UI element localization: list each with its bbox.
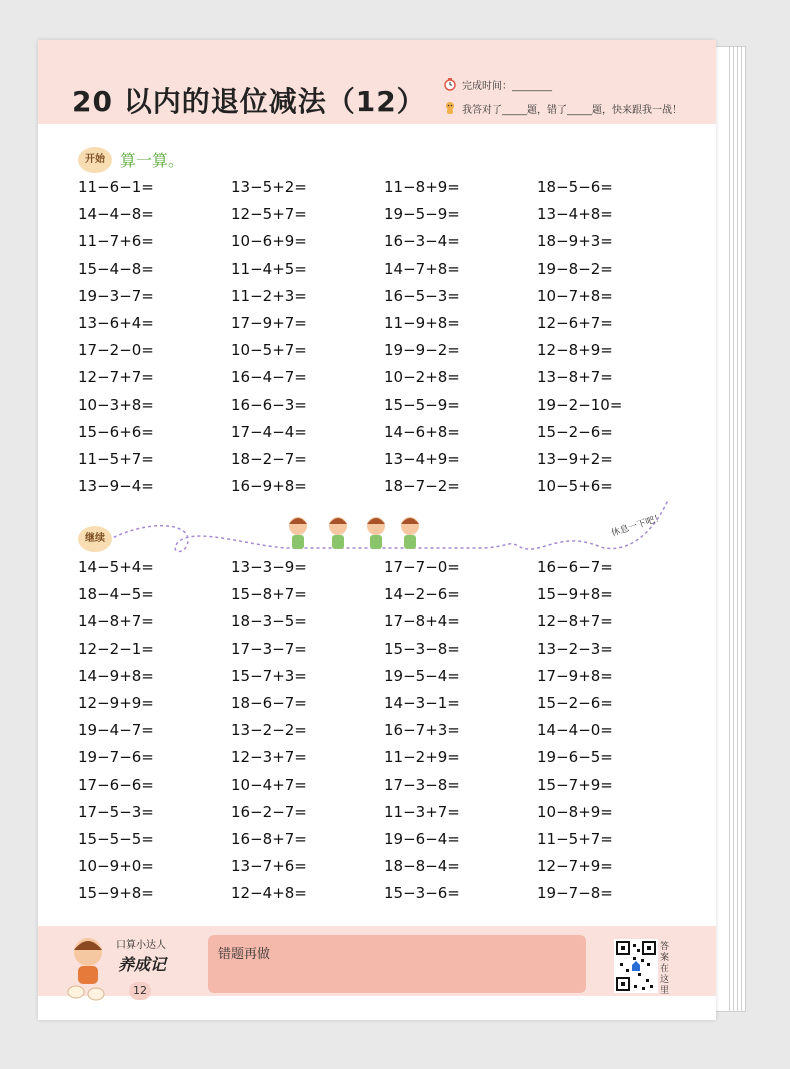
mascot-boy-icon: [66, 932, 116, 1002]
start-tag: 开始: [78, 147, 112, 173]
qr-caption: 答案在这里: [660, 942, 670, 996]
math-problem: 13−4+8=: [537, 205, 613, 224]
math-problem: 19−3−7=: [78, 286, 154, 305]
math-problem: 16−4−7=: [231, 368, 307, 387]
math-problem: 18−2−7=: [231, 449, 307, 468]
math-problem: 13−6+4=: [78, 313, 154, 332]
math-problem: 12−8+9=: [537, 341, 613, 360]
math-problem: 15−8+7=: [231, 585, 307, 604]
math-problem: 19−9−2=: [384, 341, 460, 360]
math-problem: 11−8+9=: [384, 178, 460, 196]
math-problem: 19−6−5=: [537, 748, 613, 767]
math-problem: 17−7−0=: [384, 558, 460, 576]
math-problem: 17−9+8=: [537, 666, 613, 685]
math-problem: 15−5−5=: [78, 829, 154, 848]
math-problem: 14−6+8=: [384, 422, 460, 441]
math-problem: 11−2+3=: [231, 286, 307, 305]
math-problem: 18−6−7=: [231, 693, 307, 712]
math-problem: 13−3−9=: [231, 558, 307, 576]
page-title: 20 以内的退位减法（12）: [72, 85, 426, 118]
math-problem: 15−9+8=: [78, 884, 154, 903]
math-problem: 14−2−6=: [384, 585, 460, 604]
math-problem: 10−3+8=: [78, 395, 154, 414]
math-problem: 18−3−5=: [231, 612, 307, 631]
cartoon-animal-icon: [443, 101, 457, 115]
math-problem: 10−2+8=: [384, 368, 460, 387]
math-problem: 12−9+9=: [78, 693, 154, 712]
math-problem: 15−6+6=: [78, 422, 154, 441]
math-problem: 16−6−3=: [231, 395, 307, 414]
math-problem: 10−9+0=: [78, 857, 154, 876]
brand-small: 口算小达人: [116, 940, 166, 951]
math-problem: 17−8+4=: [384, 612, 460, 631]
math-problem: 19−7−8=: [537, 884, 613, 903]
math-problem: 15−7+3=: [231, 666, 307, 685]
math-problem: 16−5−3=: [384, 286, 460, 305]
math-problem: 15−3−6=: [384, 884, 460, 903]
math-problem: 10−6+9=: [231, 232, 307, 251]
math-problem: 15−5−9=: [384, 395, 460, 414]
finish-time-label: 完成时间：________: [462, 80, 552, 92]
math-problem: 15−2−6=: [537, 693, 613, 712]
math-problem: 12−7+9=: [537, 857, 613, 876]
math-problem: 17−4−4=: [231, 422, 307, 441]
continue-tag: 继续: [78, 526, 112, 552]
math-problem: 19−5−9=: [384, 205, 460, 224]
math-problem: 11−5+7=: [78, 449, 154, 468]
math-problem: 10−7+8=: [537, 286, 613, 305]
math-problem: 13−8+7=: [537, 368, 613, 387]
math-problem: 14−3−1=: [384, 693, 460, 712]
math-problem: 14−4−8=: [78, 205, 154, 224]
math-problem: 13−2−2=: [231, 721, 307, 740]
math-problem: 18−5−6=: [537, 178, 613, 196]
math-problem: 14−4−0=: [537, 721, 613, 740]
math-problem: 16−2−7=: [231, 802, 307, 821]
rest-caption: 休息一下吧！: [610, 512, 665, 540]
math-problem: 12−3+7=: [231, 748, 307, 767]
math-problem: 12−2−1=: [78, 639, 154, 658]
math-problem: 17−3−7=: [231, 639, 307, 658]
math-problem: 16−7+3=: [384, 721, 460, 740]
math-problem: 17−2−0=: [78, 341, 154, 360]
math-problem: 12−6+7=: [537, 313, 613, 332]
math-problem: 18−4−5=: [78, 585, 154, 604]
score-line: 我答对了_____题，错了_____题，快来跟我一战！: [462, 104, 682, 116]
section-title: 算一算。: [120, 151, 185, 170]
math-problem: 11−6−1=: [78, 178, 154, 196]
math-problem: 19−7−6=: [78, 748, 154, 767]
redo-label: 错题再做: [218, 947, 271, 962]
math-problem: 11−4+5=: [231, 259, 307, 278]
math-problem: 16−8+7=: [231, 829, 307, 848]
math-problem: 16−9+8=: [231, 477, 307, 496]
math-problem: 19−4−7=: [78, 721, 154, 740]
math-problem: 19−5−4=: [384, 666, 460, 685]
math-problem: 10−4+7=: [231, 775, 307, 794]
math-problem: 11−2+9=: [384, 748, 460, 767]
worksheet-page: [38, 40, 716, 1020]
clock-icon: [443, 77, 457, 91]
math-problem: 13−9−4=: [78, 477, 154, 496]
math-problem: 12−5+7=: [231, 205, 307, 224]
math-problem: 14−5+4=: [78, 558, 154, 576]
math-problem: 13−2−3=: [537, 639, 613, 658]
math-problem: 13−7+6=: [231, 857, 307, 876]
math-problem: 12−7+7=: [78, 368, 154, 387]
math-problem: 16−3−4=: [384, 232, 460, 251]
math-problem: 15−7+9=: [537, 775, 613, 794]
math-problem: 11−7+6=: [78, 232, 154, 251]
math-problem: 17−9+7=: [231, 313, 307, 332]
math-problem: 18−7−2=: [384, 477, 460, 496]
math-problem: 19−6−4=: [384, 829, 460, 848]
math-problem: 11−3+7=: [384, 802, 460, 821]
math-problem: 15−2−6=: [537, 422, 613, 441]
math-problem: 17−5−3=: [78, 802, 154, 821]
math-problem: 13−9+2=: [537, 449, 613, 468]
math-problem: 19−8−2=: [537, 259, 613, 278]
math-problem: 18−9+3=: [537, 232, 613, 251]
problem-grid-1: [78, 174, 690, 500]
header-meta: [443, 74, 682, 122]
problem-grid-2: [78, 554, 690, 907]
math-problem: 11−5+7=: [537, 829, 613, 848]
math-problem: 15−3−8=: [384, 639, 460, 658]
math-problem: 10−5+7=: [231, 341, 307, 360]
math-problem: 14−8+7=: [78, 612, 154, 631]
math-problem: 12−8+7=: [537, 612, 613, 631]
math-problem: 10−8+9=: [537, 802, 613, 821]
math-problem: 15−4−8=: [78, 259, 154, 278]
math-problem: 13−5+2=: [231, 178, 307, 196]
math-problem: 15−9+8=: [537, 585, 613, 604]
math-problem: 16−6−7=: [537, 558, 613, 576]
math-problem: 10−5+6=: [537, 477, 613, 496]
brand-main: 养成记: [118, 955, 167, 974]
math-problem: 19−2−10=: [537, 395, 623, 414]
math-problem: 13−4+9=: [384, 449, 460, 468]
math-problem: 18−8−4=: [384, 857, 460, 876]
redo-box: [208, 935, 586, 993]
math-problem: 17−3−8=: [384, 775, 460, 794]
math-problem: 11−9+8=: [384, 313, 460, 332]
math-problem: 17−6−6=: [78, 775, 154, 794]
page-number: 12: [129, 982, 151, 1000]
math-problem: 14−7+8=: [384, 259, 460, 278]
qr-code-icon: [614, 939, 658, 993]
math-problem: 14−9+8=: [78, 666, 154, 685]
math-problem: 12−4+8=: [231, 884, 307, 903]
